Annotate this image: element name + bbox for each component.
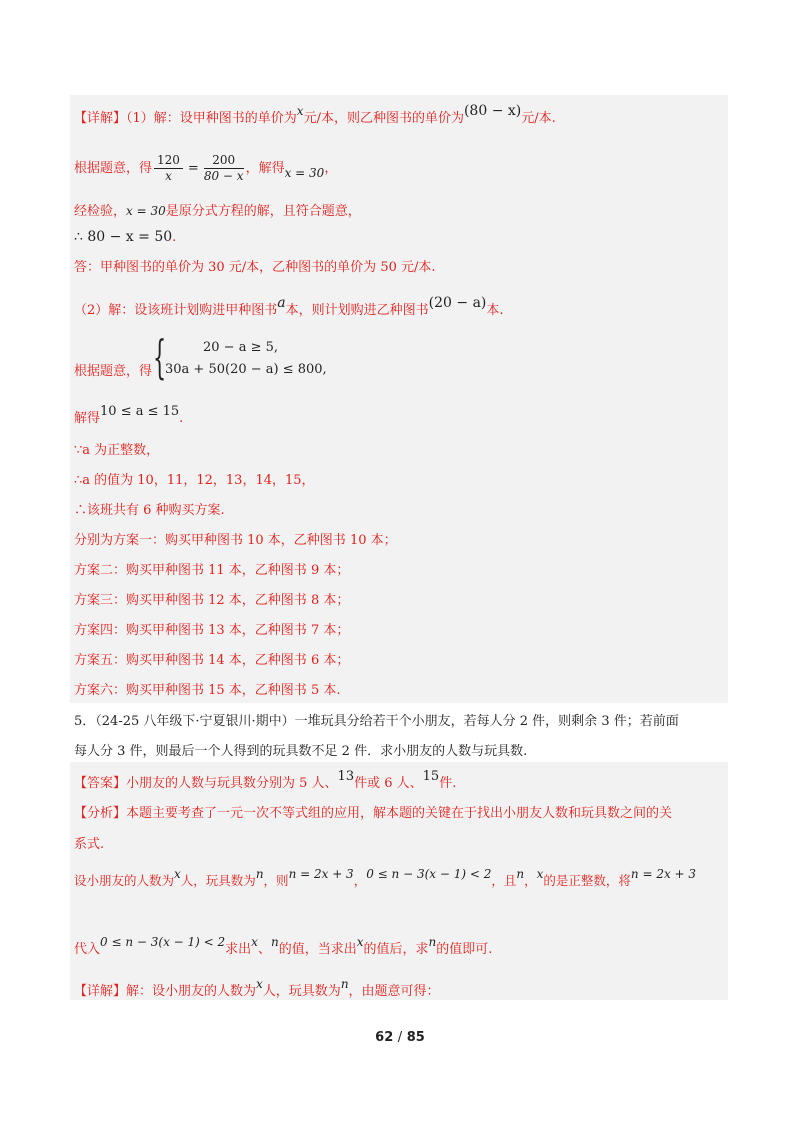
equation-line: 根据题意，得 $\frac{120}{x}$ = $\frac{200}{80 - x}$ ，解得x = 30， [74, 153, 338, 183]
plan-line: 方案六：购买甲种图书 15 本，乙种图书 5 本. [74, 683, 341, 698]
analysis5-line2: 系式. [74, 837, 105, 852]
plan-line: 方案二：购买甲种图书 11 本，乙种图书 9 本； [74, 563, 350, 578]
plans-count-line: ∴该班共有 6 种购买方案. [74, 503, 225, 518]
part2-line: （2）解：设该班计划购进甲种图书a本，则计划购进乙种图书(20 − a)本. [74, 295, 504, 318]
fraction-2: $\frac{200}{80 - x}$ [203, 153, 244, 183]
brace-icon: { [153, 330, 167, 384]
check-line: 经检验，x = 30是原分式方程的解，且符合题意， [74, 204, 361, 219]
page-number: 62 / 85 [375, 1030, 425, 1045]
answer5-line: 【答案】小朋友的人数与玩具数分别为 5 人、13件或 6 人、15件. [74, 769, 457, 791]
analysis5-line4: 代入0 ≤ n − 3(x − 1) < 2求出x、n的值，当求出x的值后，求n的值即可. [74, 935, 493, 957]
values-line: ∴a 的值为 10，11，12，13，14，15， [74, 473, 315, 488]
detail5-line: 【详解】解：设小朋友的人数为x人，玩具数为n，由题意可得： [74, 977, 440, 999]
detail-line-part1: 【详解】（1）解：设甲种图书的单价为x元/本，则乙种图书的单价为(80 − x)元/本. [74, 103, 556, 126]
question5-line1: 5．（24-25 八年级下·宁夏银川·期中）一堆玩具分给若干个小朋友，若每人分 2 件，则剩余 3 件；若前面 [74, 714, 679, 729]
analysis5-line3: 设小朋友的人数为x人，玩具数为n，则n = 2x + 3，0 ≤ n − 3(x − 1) < 2，且n，x的是正整数，将n = 2x + 3 [74, 867, 697, 888]
analysis5-line1: 【分析】本题主要考查了一元一次不等式组的应用，解本题的关键在于找出小朋友人数和玩具数之间的关 [74, 806, 673, 821]
answer1-line: 答：甲种图书的单价为 30 元/本，乙种图书的单价为 50 元/本. [74, 260, 436, 275]
solve-line: 解得10 ≤ a ≤ 15. [74, 404, 184, 426]
inequality-system: { 20 − a ≥ 5, 30a + 50(20 − a) ≤ 800, [153, 330, 327, 384]
system-prefix: 根据题意，得 [74, 364, 153, 379]
plan-line: 方案三：购买甲种图书 12 本，乙种图书 8 本； [74, 593, 350, 608]
detail-tag: 【详解】 [74, 111, 127, 126]
therefore-line: ∴ 80 − x = 50. [74, 229, 177, 245]
because-line: ∵a 为正整数， [74, 443, 160, 458]
fraction-1: $\frac{120}{x}$ [154, 153, 183, 184]
plan-line: 方案五：购买甲种图书 14 本，乙种图书 6 本； [74, 653, 350, 668]
plan-line: 方案四：购买甲种图书 13 本，乙种图书 7 本； [74, 623, 350, 638]
question5-line2: 每人分 3 件，则最后一个人得到的玩具数不足 2 件．求小朋友的人数与玩具数. [74, 744, 528, 759]
plan-line: 分别为方案一：购买甲种图书 10 本，乙种图书 10 本； [74, 533, 397, 548]
detail-block-background [70, 95, 728, 703]
